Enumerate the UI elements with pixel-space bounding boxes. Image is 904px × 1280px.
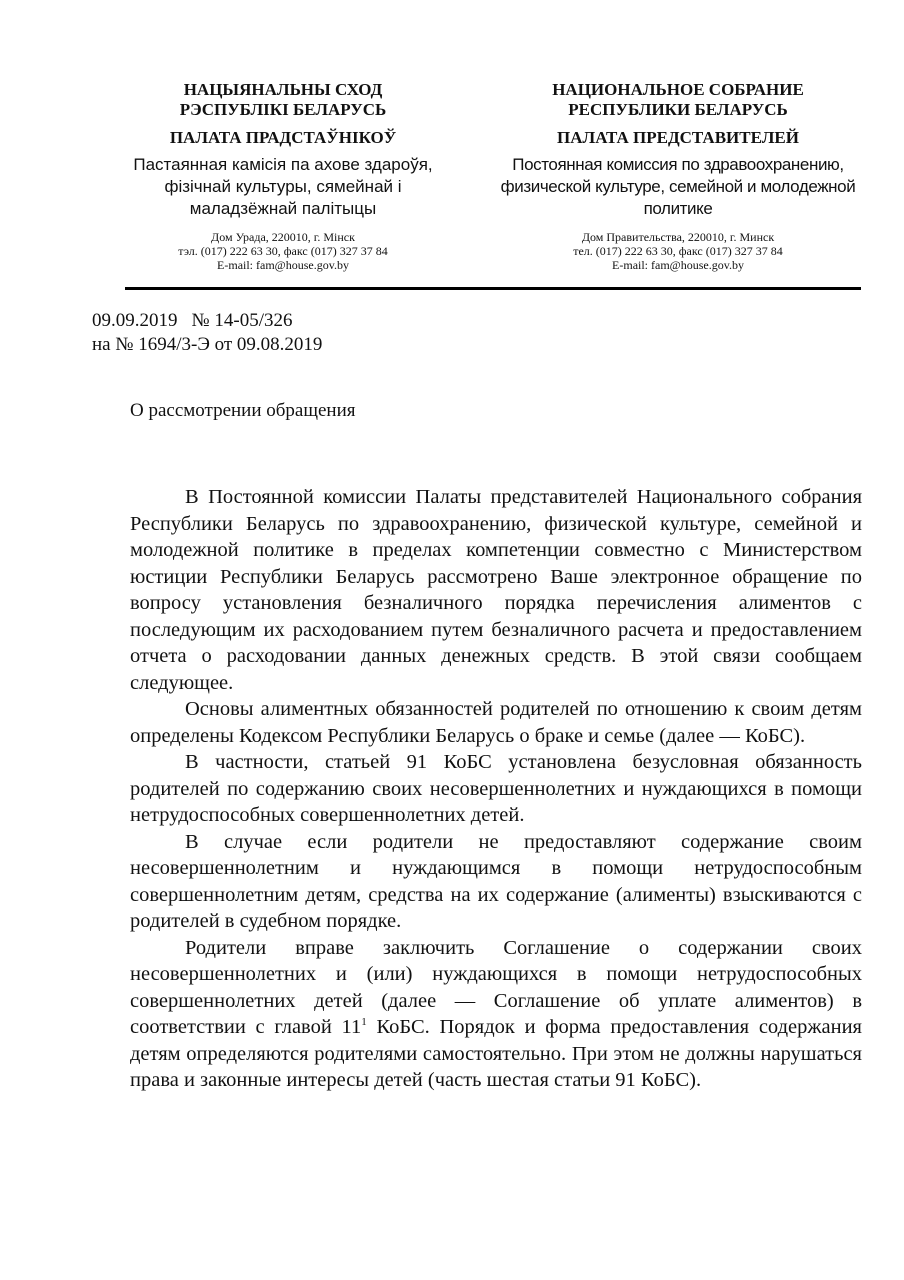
email-ru: E-mail: fam@house.gov.by bbox=[612, 258, 744, 272]
body-paragraph bbox=[130, 935, 862, 1094]
body-paragraph: В Постоянной комиссии Палаты представителей Национального собрания Республики Беларусь по здравоохранению, физической культуре, семейной и молодежной политике в пределах компетенции совместно с Министерством юстиции Республики Беларусь рассмотрено Ваше электронное обращение по вопросу установления безналичного порядка перечисления алиментов с последующим их расходованием путем безналичного расчета и предоставлением отчета о расходовании данных денежных средств. В этой связи сообщаем следующее. bbox=[130, 486, 862, 694]
commission-be-line3: маладзёжнай палітыцы bbox=[189, 199, 377, 218]
outgoing-reference bbox=[92, 309, 322, 333]
phones-be: тэл. (017) 222 63 30, факс (017) 327 37 84 bbox=[178, 244, 388, 258]
org-name-ru-line2: РЕСПУБЛИКИ БЕЛАРУСЬ bbox=[568, 100, 788, 119]
commission-be-line1: Пастаянная камісія па ахове здароўя, bbox=[133, 155, 433, 174]
body-paragraph: В случае если родители не предоставляют содержание своим несовершеннолетним и нуждающимся в помощи нетрудоспособным совершеннолетним детям, средства на их содержание (алименты) взыскиваются с родителей в судебном порядке. bbox=[130, 830, 862, 932]
letterhead-divider bbox=[125, 287, 861, 290]
letterhead-russian bbox=[488, 80, 868, 272]
letter-subject: О рассмотрении обращения bbox=[130, 400, 356, 421]
contacts-be bbox=[108, 230, 458, 272]
body-paragraph: Основы алиментных обязанностей родителей по отношению к своим детям определены Кодексом Республики Беларусь о браке и семье (далее — КоБС). bbox=[130, 698, 862, 747]
address-be: Дом Урада, 220010, г. Мінск bbox=[211, 230, 355, 244]
org-name-be-line1: НАЦЫЯНАЛЬНЫ СХОД bbox=[183, 80, 383, 99]
org-name-be-line2: РЭСПУБЛІКІ БЕЛАРУСЬ bbox=[179, 100, 387, 119]
letter-date: 09.09.2019 bbox=[92, 310, 178, 331]
email-be: E-mail: fam@house.gov.by bbox=[217, 258, 349, 272]
incoming-reference: на № 1694/3-Э от 09.08.2019 bbox=[92, 334, 323, 355]
commission-name-ru bbox=[488, 154, 868, 220]
org-name-ru-line1: НАЦИОНАЛЬНОЕ СОБРАНИЕ bbox=[552, 80, 804, 99]
phones-ru: тел. (017) 222 63 30, факс (017) 327 37 84 bbox=[573, 244, 783, 258]
commission-ru-line1: Постоянная комиссия по здравоохранению, bbox=[512, 155, 844, 174]
commission-ru-line3: политике bbox=[643, 199, 713, 218]
contacts-ru bbox=[488, 230, 868, 272]
address-ru: Дом Правительства, 220010, г. Минск bbox=[581, 230, 775, 244]
letterhead-belarusian bbox=[108, 80, 458, 272]
chapter-superscript: 1 bbox=[361, 1016, 367, 1029]
org-name-ru bbox=[488, 80, 868, 120]
paragraph-text: Родители вправе заключить Соглашение о содержании своих несовершеннолетних и (или) нуждающихся в помощи нетрудоспособных совершеннолетних детей (далее — Соглашение об уплате алиментов) в соответствии с главой 11 bbox=[130, 936, 862, 1038]
paragraph-text: КоБС. Порядок и форма предоставления содержания детям определяются родителями самостоятельно. При этом не должны нарушаться права и законные интересы детей (часть шестая статьи 91 КоБС). bbox=[130, 1016, 862, 1091]
reference-block bbox=[92, 309, 322, 357]
chamber-name-ru: ПАЛАТА ПРЕДСТАВИТЕЛЕЙ bbox=[557, 128, 799, 147]
commission-ru-line2: физической культуре, семейной и молодежной bbox=[500, 177, 856, 196]
letter-number: № 14-05/326 bbox=[191, 310, 293, 331]
chamber-name-be: ПАЛАТА ПРАДСТАЎНІКОЎ bbox=[169, 128, 397, 147]
body-paragraph: В частности, статьей 91 КоБС установлена безусловная обязанность родителей по содержанию своих несовершеннолетних и нуждающихся в помощи нетрудоспособных совершеннолетних детей. bbox=[130, 751, 862, 826]
org-name-be bbox=[108, 80, 458, 120]
commission-be-line2: фізічнай культуры, сямейнай і bbox=[164, 177, 402, 196]
letter-body bbox=[130, 484, 862, 1094]
commission-name-be bbox=[108, 154, 458, 220]
